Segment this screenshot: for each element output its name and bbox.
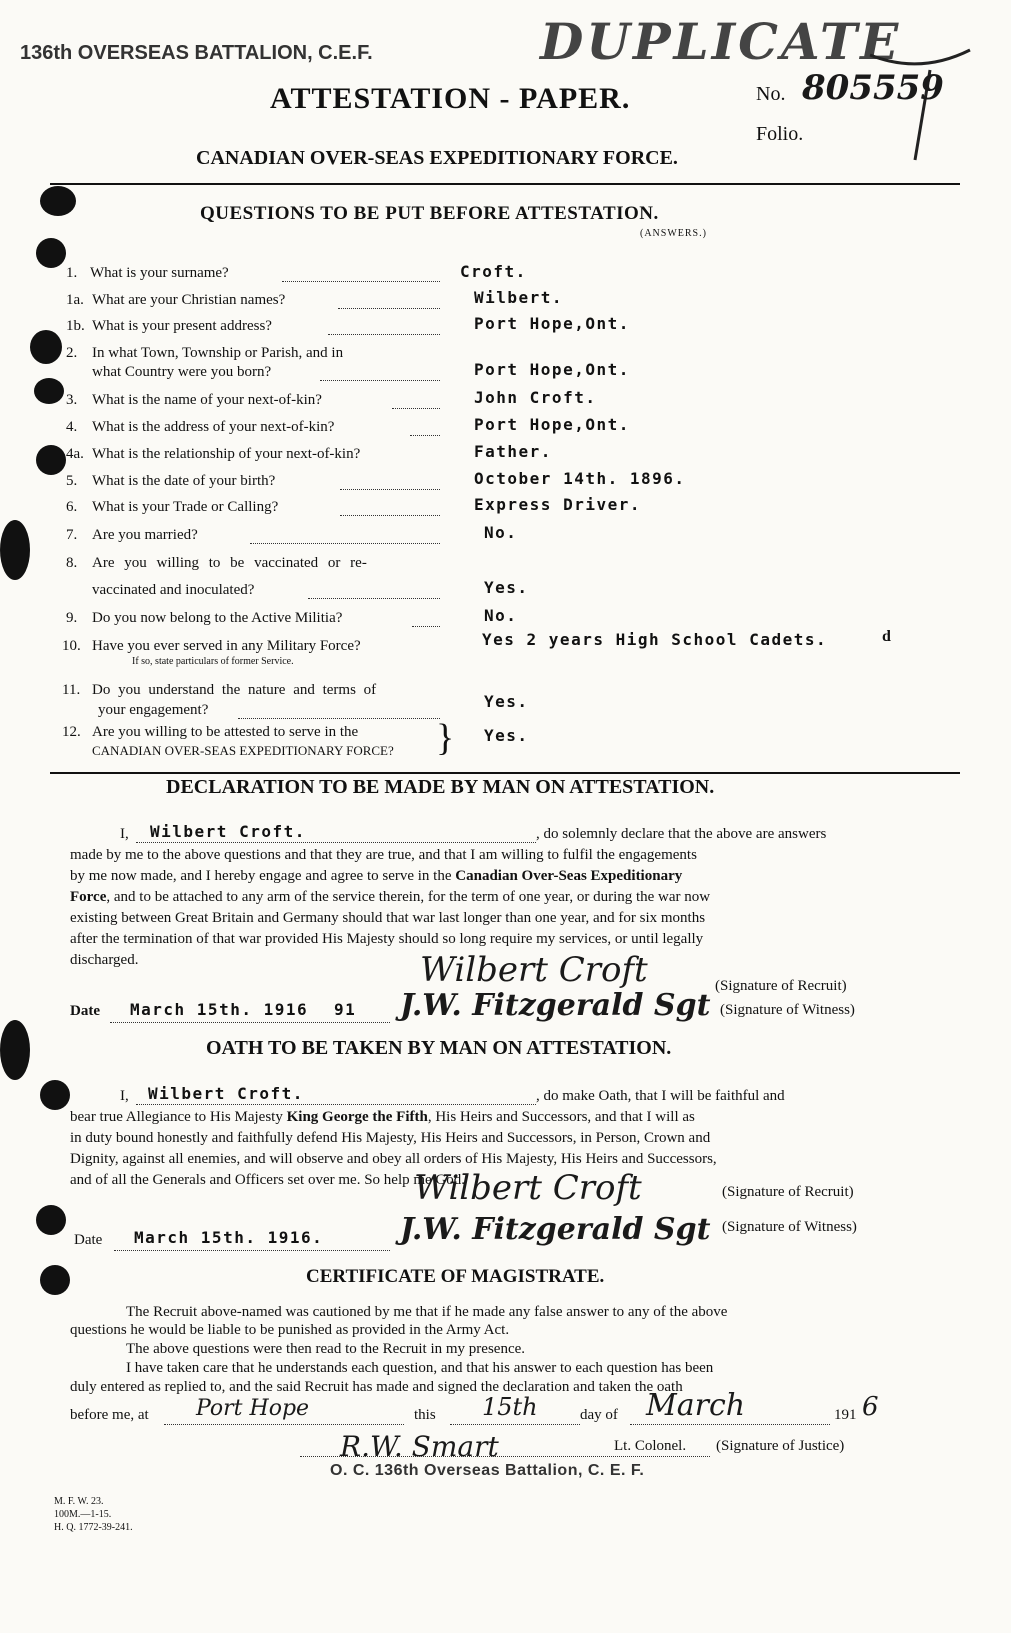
folio-label: Folio. [756, 123, 804, 145]
answer-trade: Express Driver. [474, 495, 641, 514]
answer-married: No. [484, 523, 518, 542]
question-number: 4. [66, 419, 78, 435]
punch-hole [36, 1205, 66, 1235]
print-run: 100M.—1-15. [54, 1509, 112, 1520]
questions-heading: QUESTIONS TO BE PUT BEFORE ATTESTATION. [200, 203, 659, 224]
regimental-number: 805559 [802, 68, 944, 108]
answer-christian-names: Wilbert. [474, 288, 564, 307]
question-text: What is your surname? [90, 265, 229, 281]
punch-hole [36, 445, 66, 475]
question-number: 7. [66, 527, 78, 543]
oath-recruit-name: Wilbert Croft. [148, 1084, 304, 1103]
question-text-continued: your engagement? [98, 702, 209, 718]
oath-line: , do make Oath, that I will be faithful and [536, 1088, 785, 1104]
answer-militia: No. [484, 606, 518, 625]
magistrate-line: The Recruit above-named was cautioned by me that if he made any false answer to any of the above [126, 1304, 728, 1320]
oath-line: bear true Allegiance to His Majesty King George the Fifth, His Heirs and Successors, and that I will as [70, 1109, 695, 1125]
hq-number: H. Q. 1772-39-241. [54, 1522, 133, 1533]
question-number: 4a. [66, 446, 84, 462]
leader-dots [328, 334, 440, 335]
question-text: What is the date of your birth? [92, 473, 276, 489]
magistrate-month: March [646, 1388, 746, 1423]
declaration-line: after the termination of that war provided His Majesty should so long require my services, or until legally [70, 931, 704, 947]
question-text: What is your Trade or Calling? [92, 499, 279, 515]
answer-birth-date: October 14th. 1896. [474, 469, 686, 488]
form-number: M. F. W. 23. [54, 1496, 104, 1507]
leader-dots [392, 408, 440, 409]
date-label: Date [70, 1003, 100, 1019]
magistrate-line: questions he would be liable to be punished as provided in the Army Act. [70, 1322, 510, 1338]
declaration-date: March 15th. 1916 [130, 1000, 309, 1019]
answer-birthplace: Port Hope,Ont. [474, 360, 630, 379]
answer-kin-relationship: Father. [474, 442, 552, 461]
magistrate-line: The above questions were then read to the Recruit in my presence. [126, 1341, 526, 1357]
leader-dots [340, 489, 440, 490]
question-text: Are you willing to be vaccinated or re- [92, 555, 367, 571]
leader-dots [410, 435, 440, 436]
magistrate-line: I have taken care that he understands each question, and that his answer to each question has been [126, 1360, 714, 1376]
name-line [136, 1104, 536, 1105]
declaration-line: existing between Great Britain and Germany should that war last longer than one year, and for six months [70, 910, 706, 926]
answer-surname: Croft. [460, 262, 527, 281]
recruit-signature-label: (Signature of Recruit) [722, 1184, 854, 1200]
document-title: ATTESTATION - PAPER. [270, 82, 631, 115]
leader-dots [250, 543, 440, 544]
day-of-label: day of [580, 1407, 618, 1423]
question-text: What is your present address? [92, 318, 272, 334]
question-number: 12. [62, 724, 81, 740]
number-label: No. [756, 83, 786, 105]
leader-dots [340, 515, 440, 516]
answers-label: (ANSWERS.) [640, 228, 707, 239]
recruit-signature: Wilbert Croft [420, 950, 648, 990]
leader-dots [282, 281, 440, 282]
question-text: What is the relationship of your next-of-kin? [92, 446, 361, 462]
answer-military-service: Yes 2 years High School Cadets. [482, 630, 828, 649]
leader-dots [412, 626, 440, 627]
battalion-stamp: 136th OVERSEAS BATTALION, C.E.F. [20, 42, 373, 64]
justice-rank: Lt. Colonel. [614, 1438, 687, 1454]
question-number: 1a. [66, 292, 84, 308]
date-line [114, 1250, 390, 1251]
question-number: 1. [66, 265, 78, 281]
punch-hole [34, 378, 64, 404]
punch-hole [30, 330, 62, 364]
justice-line [300, 1456, 710, 1457]
declaration-line: by me now made, and I hereby engage and agree to serve in the Canadian Over-Seas Expeditionary [70, 868, 683, 884]
declaration-line: discharged. [70, 952, 139, 968]
answer-kin-address: Port Hope,Ont. [474, 415, 630, 434]
divider [50, 772, 960, 774]
question-text: What are your Christian names? [92, 292, 286, 308]
name-line [136, 842, 536, 843]
question-text: Do you now belong to the Active Militia? [92, 610, 343, 626]
oath-date: March 15th. 1916. [134, 1228, 324, 1247]
magistrate-place: Port Hope [196, 1396, 310, 1421]
leader-dots [320, 380, 440, 381]
question-text: In what Town, Township or Parish, and in [92, 345, 344, 361]
punch-hole [40, 186, 76, 216]
leader-dots [238, 718, 440, 719]
document-subtitle: CANADIAN OVER-SEAS EXPEDITIONARY FORCE. [196, 147, 678, 169]
year-prefix: 191 [834, 1407, 857, 1423]
question-number: 2. [66, 345, 78, 361]
answer-willing-to-serve: Yes. [484, 726, 529, 745]
question-note: If so, state particulars of former Service. [132, 656, 294, 667]
question-number: 9. [66, 610, 78, 626]
witness-signature: J.W. Fitzgerald Sgt [400, 988, 711, 1023]
declaration-pronoun: I, [120, 826, 129, 842]
date-line [110, 1022, 390, 1023]
oath-line: and of all the Generals and Officers set over me. So help me God. [70, 1172, 466, 1188]
question-text-continued: CANADIAN OVER-SEAS EXPEDITIONARY FORCE? [92, 743, 394, 758]
magistrate-line: duly entered as replied to, and the said Recruit has made and signed the declaration and taken the oath [70, 1379, 683, 1395]
place-line [164, 1424, 404, 1425]
question-text: Are you married? [92, 527, 198, 543]
magistrate-day: 15th [482, 1393, 538, 1421]
question-text: Do you understand the nature and terms of [92, 682, 377, 698]
question-number: 6. [66, 499, 78, 515]
answer-margin-mark: d [882, 628, 891, 645]
oath-heading: OATH TO BE TAKEN BY MAN ON ATTESTATION. [206, 1037, 672, 1059]
question-text: Have you ever served in any Military Force? [92, 638, 361, 654]
answer-understand-terms: Yes. [484, 692, 529, 711]
question-number: 1b. [66, 318, 85, 334]
declaration-line: , do solemnly declare that the above are answers [536, 826, 827, 842]
answer-next-of-kin: John Croft. [474, 388, 597, 407]
magistrate-place-label: before me, at [70, 1407, 149, 1423]
brace: } [436, 717, 455, 759]
answer-vaccinated: Yes. [484, 578, 529, 597]
declaration-heading: DECLARATION TO BE MADE BY MAN ON ATTESTATION. [166, 776, 715, 798]
oath-line: Dignity, against all enemies, and will observe and obey all orders of His Majesty, His Heirs and Successors, [70, 1151, 717, 1167]
question-text: What is the address of your next-of-kin? [92, 419, 335, 435]
punch-hole [40, 1265, 70, 1295]
question-number: 5. [66, 473, 78, 489]
oath-pronoun: I, [120, 1088, 129, 1104]
year-digit: 6 [862, 1392, 879, 1422]
declaration-line: made by me to the above questions and that they are true, and that I am willing to fulfil the engagements [70, 847, 697, 863]
leader-dots [338, 308, 440, 309]
punch-hole [0, 1020, 30, 1080]
justice-signature-label: (Signature of Justice) [716, 1438, 845, 1454]
leader-dots [308, 598, 440, 599]
recruit-signature-label: (Signature of Recruit) [715, 978, 847, 994]
witness-signature: J.W. Fitzgerald Sgt [400, 1212, 711, 1247]
punch-hole [36, 238, 66, 268]
question-number: 8. [66, 555, 78, 571]
question-text-continued: what Country were you born? [92, 364, 272, 380]
question-text-continued: vaccinated and inoculated? [92, 582, 255, 598]
date-label: Date [74, 1232, 103, 1248]
divider [50, 183, 960, 185]
this-label: this [414, 1407, 436, 1423]
duplicate-stamp: DUPLICATE [540, 12, 902, 71]
punch-hole [0, 520, 30, 580]
question-text: What is the name of your next-of-kin? [92, 392, 322, 408]
question-number: 11. [62, 682, 81, 698]
month-line [630, 1424, 830, 1425]
officer-stamp: O. C. 136th Overseas Battalion, C. E. F. [330, 1462, 645, 1479]
recruit-signature: Wilbert Croft [414, 1168, 642, 1208]
question-text: Are you willing to be attested to serve in the [92, 724, 359, 740]
question-number: 3. [66, 392, 78, 408]
witness-signature-label: (Signature of Witness) [720, 1002, 855, 1018]
answer-present-address: Port Hope,Ont. [474, 314, 630, 333]
oath-line: in duty bound honestly and faithfully defend His Majesty, His Heirs and Successors, in Person, Crown and [70, 1130, 711, 1146]
witness-signature-label: (Signature of Witness) [722, 1219, 857, 1235]
declaration-line: Force, and to be attached to any arm of the service therein, for the term of one year, or during the war now [70, 889, 711, 905]
declaration-recruit-name: Wilbert Croft. [150, 822, 306, 841]
day-line [450, 1424, 580, 1425]
justice-signature: R.W. Smart [340, 1430, 499, 1463]
question-number: 10. [62, 638, 81, 654]
declaration-date-overwrite: 91 [334, 1000, 357, 1019]
magistrate-heading: CERTIFICATE OF MAGISTRATE. [306, 1266, 605, 1287]
punch-hole [40, 1080, 70, 1110]
